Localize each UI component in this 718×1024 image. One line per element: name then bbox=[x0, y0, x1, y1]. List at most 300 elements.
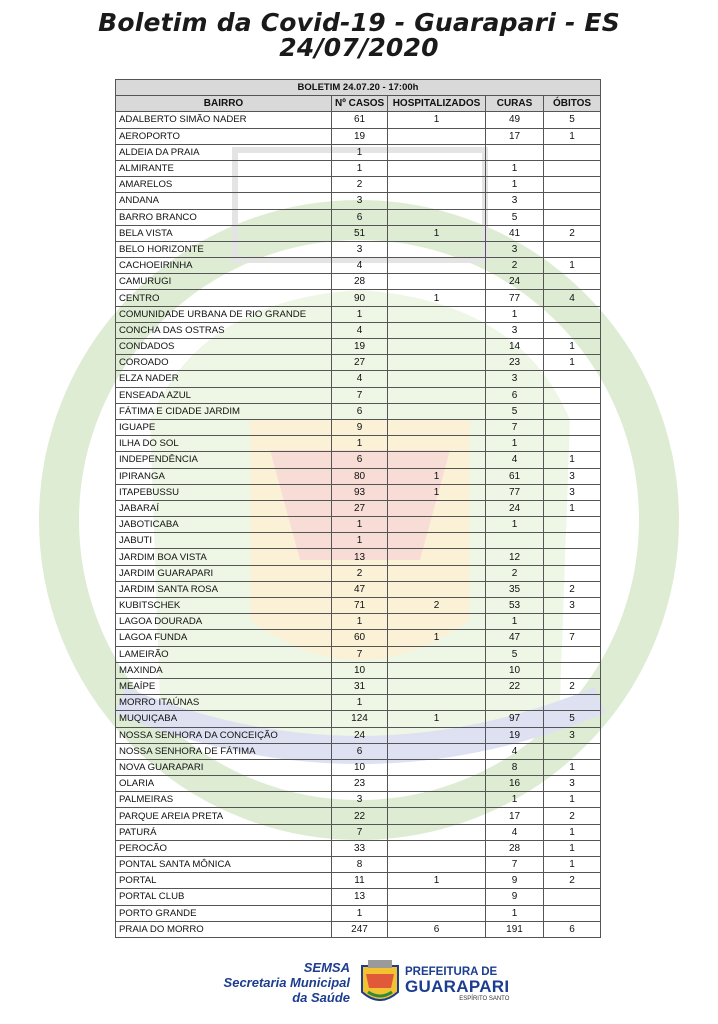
value-cell: 3 bbox=[486, 322, 544, 338]
bairro-cell: LAMEIRÃO bbox=[116, 646, 332, 662]
table-row bbox=[116, 484, 601, 500]
value-cell bbox=[544, 193, 601, 209]
column-header: Nº CASOS bbox=[332, 96, 388, 112]
bairro-cell: AMARELOS bbox=[116, 177, 332, 193]
value-cell: 2 bbox=[544, 808, 601, 824]
value-cell bbox=[388, 840, 486, 856]
value-cell bbox=[544, 144, 601, 160]
table-row bbox=[116, 274, 601, 290]
value-cell: 4 bbox=[486, 452, 544, 468]
prefeitura-line-1: PREFEITURA DE bbox=[405, 966, 498, 978]
value-cell: 4 bbox=[544, 290, 601, 306]
value-cell bbox=[544, 387, 601, 403]
value-cell: 61 bbox=[486, 468, 544, 484]
bairro-cell: PRAIA DO MORRO bbox=[116, 921, 332, 937]
page-title bbox=[0, 10, 718, 60]
table-row bbox=[116, 549, 601, 565]
value-cell: 93 bbox=[332, 484, 388, 500]
value-cell: 8 bbox=[486, 759, 544, 775]
value-cell bbox=[388, 371, 486, 387]
value-cell: 1 bbox=[332, 144, 388, 160]
bairro-cell: NOSSA SENHORA DA CONCEIÇÃO bbox=[116, 727, 332, 743]
value-cell bbox=[544, 905, 601, 921]
value-cell bbox=[388, 776, 486, 792]
value-cell: 2 bbox=[388, 598, 486, 614]
bairro-cell: BELO HORIZONTE bbox=[116, 241, 332, 257]
table-row bbox=[116, 160, 601, 176]
table-row bbox=[116, 177, 601, 193]
value-cell bbox=[544, 662, 601, 678]
value-cell: 4 bbox=[332, 258, 388, 274]
value-cell: 14 bbox=[486, 339, 544, 355]
semsa-logo bbox=[190, 960, 350, 1005]
value-cell: 23 bbox=[486, 355, 544, 371]
value-cell bbox=[544, 403, 601, 419]
value-cell bbox=[388, 403, 486, 419]
guarapari-crest-icon bbox=[358, 958, 402, 1010]
value-cell bbox=[388, 339, 486, 355]
value-cell bbox=[544, 743, 601, 759]
footer-logos bbox=[0, 958, 718, 1018]
value-cell: 4 bbox=[486, 824, 544, 840]
value-cell: 24 bbox=[486, 274, 544, 290]
value-cell: 1 bbox=[332, 160, 388, 176]
bairro-cell: NOSSA SENHORA DE FÁTIMA bbox=[116, 743, 332, 759]
value-cell: 47 bbox=[332, 581, 388, 597]
value-cell: 35 bbox=[486, 581, 544, 597]
bairro-cell: MORRO ITAÚNAS bbox=[116, 695, 332, 711]
value-cell bbox=[388, 857, 486, 873]
value-cell: 41 bbox=[486, 225, 544, 241]
value-cell: 3 bbox=[486, 193, 544, 209]
value-cell: 7 bbox=[486, 857, 544, 873]
value-cell bbox=[388, 517, 486, 533]
value-cell: 1 bbox=[544, 824, 601, 840]
value-cell: 1 bbox=[544, 128, 601, 144]
table-row bbox=[116, 419, 601, 435]
table-row bbox=[116, 290, 601, 306]
table-row bbox=[116, 209, 601, 225]
value-cell: 1 bbox=[388, 711, 486, 727]
value-cell: 4 bbox=[332, 371, 388, 387]
value-cell: 22 bbox=[486, 678, 544, 694]
value-cell: 17 bbox=[486, 128, 544, 144]
value-cell: 77 bbox=[486, 484, 544, 500]
value-cell: 3 bbox=[544, 727, 601, 743]
value-cell: 9 bbox=[332, 419, 388, 435]
value-cell bbox=[544, 274, 601, 290]
bairro-cell: CONCHA DAS OSTRAS bbox=[116, 322, 332, 338]
value-cell: 6 bbox=[486, 387, 544, 403]
table-row bbox=[116, 144, 601, 160]
value-cell bbox=[388, 419, 486, 435]
value-cell bbox=[388, 678, 486, 694]
secretaria-line-1: Secretaria Municipal bbox=[223, 975, 350, 990]
value-cell: 1 bbox=[332, 517, 388, 533]
value-cell: 6 bbox=[332, 209, 388, 225]
bairro-cell: NOVA GUARAPARI bbox=[116, 759, 332, 775]
value-cell bbox=[388, 533, 486, 549]
table-row bbox=[116, 776, 601, 792]
value-cell bbox=[388, 727, 486, 743]
table-row bbox=[116, 759, 601, 775]
value-cell: 22 bbox=[332, 808, 388, 824]
bairro-cell: LAGOA DOURADA bbox=[116, 614, 332, 630]
bairro-cell: CACHOEIRINHA bbox=[116, 258, 332, 274]
value-cell bbox=[486, 533, 544, 549]
value-cell: 7 bbox=[332, 824, 388, 840]
value-cell: 247 bbox=[332, 921, 388, 937]
value-cell: 1 bbox=[544, 840, 601, 856]
table-row bbox=[116, 565, 601, 581]
value-cell bbox=[388, 824, 486, 840]
value-cell bbox=[388, 614, 486, 630]
bairro-cell: JARDIM GUARAPARI bbox=[116, 565, 332, 581]
bairro-cell: OLARIA bbox=[116, 776, 332, 792]
value-cell: 3 bbox=[332, 193, 388, 209]
value-cell: 3 bbox=[486, 241, 544, 257]
bairro-cell: ALMIRANTE bbox=[116, 160, 332, 176]
value-cell: 10 bbox=[332, 759, 388, 775]
semsa-label: SEMSA bbox=[303, 960, 350, 975]
bairro-cell: PORTAL CLUB bbox=[116, 889, 332, 905]
value-cell: 27 bbox=[332, 355, 388, 371]
table-header-row bbox=[116, 96, 601, 112]
value-cell: 90 bbox=[332, 290, 388, 306]
table-row bbox=[116, 112, 601, 128]
value-cell: 3 bbox=[544, 776, 601, 792]
value-cell bbox=[486, 695, 544, 711]
bairro-cell: PORTO GRANDE bbox=[116, 905, 332, 921]
bairro-cell: ANDANA bbox=[116, 193, 332, 209]
value-cell: 1 bbox=[332, 695, 388, 711]
value-cell: 7 bbox=[332, 387, 388, 403]
bairro-cell: LAGOA FUNDA bbox=[116, 630, 332, 646]
value-cell: 61 bbox=[332, 112, 388, 128]
value-cell: 1 bbox=[544, 857, 601, 873]
table-row bbox=[116, 517, 601, 533]
value-cell: 1 bbox=[486, 614, 544, 630]
table-row bbox=[116, 403, 601, 419]
table-row bbox=[116, 614, 601, 630]
value-cell: 1 bbox=[332, 905, 388, 921]
value-cell: 1 bbox=[332, 306, 388, 322]
column-header: HOSPITALIZADOS bbox=[388, 96, 486, 112]
value-cell: 6 bbox=[332, 403, 388, 419]
value-cell: 16 bbox=[486, 776, 544, 792]
bairro-cell: ENSEADA AZUL bbox=[116, 387, 332, 403]
value-cell bbox=[388, 662, 486, 678]
bairro-cell: JABARAÍ bbox=[116, 500, 332, 516]
bairro-cell: MUQUIÇABA bbox=[116, 711, 332, 727]
table-row bbox=[116, 533, 601, 549]
value-cell bbox=[388, 889, 486, 905]
bairro-cell: COROADO bbox=[116, 355, 332, 371]
value-cell bbox=[544, 371, 601, 387]
table-row bbox=[116, 743, 601, 759]
value-cell: 1 bbox=[544, 452, 601, 468]
table-row bbox=[116, 889, 601, 905]
value-cell bbox=[544, 306, 601, 322]
table-row bbox=[116, 598, 601, 614]
table-row bbox=[116, 355, 601, 371]
value-cell: 1 bbox=[544, 258, 601, 274]
value-cell: 6 bbox=[388, 921, 486, 937]
value-cell: 49 bbox=[486, 112, 544, 128]
value-cell: 10 bbox=[486, 662, 544, 678]
value-cell: 2 bbox=[332, 565, 388, 581]
value-cell: 2 bbox=[544, 873, 601, 889]
value-cell: 8 bbox=[332, 857, 388, 873]
bairro-cell: BARRO BRANCO bbox=[116, 209, 332, 225]
value-cell: 1 bbox=[544, 500, 601, 516]
value-cell: 13 bbox=[332, 889, 388, 905]
table-caption: BOLETIM 24.07.20 - 17:00h bbox=[116, 80, 601, 96]
value-cell: 191 bbox=[486, 921, 544, 937]
value-cell bbox=[544, 889, 601, 905]
value-cell bbox=[388, 160, 486, 176]
value-cell bbox=[388, 500, 486, 516]
table-row bbox=[116, 824, 601, 840]
value-cell bbox=[544, 419, 601, 435]
value-cell: 6 bbox=[332, 743, 388, 759]
bairro-cell: PATURÁ bbox=[116, 824, 332, 840]
bairro-cell: PEROCÃO bbox=[116, 840, 332, 856]
value-cell: 1 bbox=[388, 112, 486, 128]
value-cell: 24 bbox=[486, 500, 544, 516]
bairro-cell: PALMEIRAS bbox=[116, 792, 332, 808]
bairro-cell: CAMURUGI bbox=[116, 274, 332, 290]
value-cell: 1 bbox=[544, 355, 601, 371]
value-cell: 2 bbox=[486, 258, 544, 274]
value-cell: 1 bbox=[486, 905, 544, 921]
table-row bbox=[116, 436, 601, 452]
bairro-cell: ILHA DO SOL bbox=[116, 436, 332, 452]
value-cell: 12 bbox=[486, 549, 544, 565]
table-row bbox=[116, 128, 601, 144]
value-cell: 80 bbox=[332, 468, 388, 484]
table-row bbox=[116, 857, 601, 873]
value-cell bbox=[388, 274, 486, 290]
value-cell bbox=[544, 160, 601, 176]
bairro-cell: INDEPENDÊNCIA bbox=[116, 452, 332, 468]
value-cell: 31 bbox=[332, 678, 388, 694]
estado-label: ESPÍRITO SANTO bbox=[459, 996, 510, 1002]
value-cell: 3 bbox=[332, 241, 388, 257]
value-cell bbox=[388, 144, 486, 160]
table-row bbox=[116, 241, 601, 257]
value-cell: 6 bbox=[544, 921, 601, 937]
bairro-cell: JABUTI bbox=[116, 533, 332, 549]
value-cell bbox=[388, 905, 486, 921]
bairro-cell: BELA VISTA bbox=[116, 225, 332, 241]
table-body bbox=[116, 112, 601, 938]
value-cell: 3 bbox=[544, 468, 601, 484]
value-cell: 7 bbox=[544, 630, 601, 646]
value-cell bbox=[388, 387, 486, 403]
value-cell bbox=[544, 209, 601, 225]
value-cell bbox=[486, 144, 544, 160]
value-cell: 28 bbox=[486, 840, 544, 856]
bairro-cell: ELZA NADER bbox=[116, 371, 332, 387]
value-cell: 1 bbox=[332, 436, 388, 452]
bairro-cell: IPIRANGA bbox=[116, 468, 332, 484]
value-cell: 1 bbox=[544, 759, 601, 775]
table-row bbox=[116, 695, 601, 711]
value-cell bbox=[388, 128, 486, 144]
value-cell: 1 bbox=[332, 533, 388, 549]
bairro-cell: JARDIM SANTA ROSA bbox=[116, 581, 332, 597]
value-cell: 33 bbox=[332, 840, 388, 856]
bairro-cell: ALDEIA DA PRAIA bbox=[116, 144, 332, 160]
value-cell bbox=[544, 322, 601, 338]
value-cell: 47 bbox=[486, 630, 544, 646]
table-row bbox=[116, 792, 601, 808]
bairro-cell: ADALBERTO SIMÃO NADER bbox=[116, 112, 332, 128]
value-cell: 124 bbox=[332, 711, 388, 727]
value-cell bbox=[544, 241, 601, 257]
value-cell bbox=[388, 209, 486, 225]
table-row bbox=[116, 646, 601, 662]
column-header: CURAS bbox=[486, 96, 544, 112]
table-row bbox=[116, 468, 601, 484]
table-row bbox=[116, 711, 601, 727]
table-row bbox=[116, 371, 601, 387]
covid-bulletin-table bbox=[115, 79, 601, 938]
column-header: BAIRRO bbox=[116, 96, 332, 112]
value-cell: 1 bbox=[544, 792, 601, 808]
value-cell bbox=[388, 193, 486, 209]
value-cell bbox=[388, 646, 486, 662]
value-cell bbox=[388, 759, 486, 775]
value-cell: 1 bbox=[486, 177, 544, 193]
table-row bbox=[116, 193, 601, 209]
value-cell: 7 bbox=[332, 646, 388, 662]
bairro-cell: CONDADOS bbox=[116, 339, 332, 355]
value-cell: 5 bbox=[486, 646, 544, 662]
value-cell bbox=[388, 808, 486, 824]
value-cell: 2 bbox=[486, 565, 544, 581]
value-cell: 2 bbox=[332, 177, 388, 193]
table-row bbox=[116, 921, 601, 937]
bairro-cell: MEAÍPE bbox=[116, 678, 332, 694]
value-cell bbox=[544, 565, 601, 581]
value-cell bbox=[544, 533, 601, 549]
title-line-1: Boletim da Covid-19 - Guarapari - ES bbox=[98, 8, 620, 37]
value-cell bbox=[388, 177, 486, 193]
value-cell: 3 bbox=[486, 371, 544, 387]
value-cell: 60 bbox=[332, 630, 388, 646]
title-date: 24/07/2020 bbox=[279, 33, 439, 62]
value-cell: 77 bbox=[486, 290, 544, 306]
value-cell bbox=[544, 177, 601, 193]
value-cell bbox=[388, 792, 486, 808]
value-cell: 1 bbox=[332, 614, 388, 630]
table-row bbox=[116, 662, 601, 678]
value-cell bbox=[388, 565, 486, 581]
value-cell: 2 bbox=[544, 678, 601, 694]
bairro-cell: AEROPORTO bbox=[116, 128, 332, 144]
value-cell: 23 bbox=[332, 776, 388, 792]
bairro-cell: PORTAL bbox=[116, 873, 332, 889]
value-cell: 27 bbox=[332, 500, 388, 516]
column-header: ÓBITOS bbox=[544, 96, 601, 112]
bairro-cell: PONTAL SANTA MÔNICA bbox=[116, 857, 332, 873]
secretaria-line-2: da Saúde bbox=[292, 990, 350, 1005]
value-cell: 10 bbox=[332, 662, 388, 678]
value-cell bbox=[388, 452, 486, 468]
value-cell bbox=[388, 581, 486, 597]
value-cell bbox=[544, 646, 601, 662]
value-cell bbox=[388, 258, 486, 274]
value-cell bbox=[544, 549, 601, 565]
table-row bbox=[116, 905, 601, 921]
table-row bbox=[116, 727, 601, 743]
value-cell: 19 bbox=[486, 727, 544, 743]
value-cell bbox=[544, 436, 601, 452]
table-row bbox=[116, 873, 601, 889]
value-cell: 2 bbox=[544, 581, 601, 597]
value-cell: 53 bbox=[486, 598, 544, 614]
table-row bbox=[116, 840, 601, 856]
bairro-cell: FÁTIMA E CIDADE JARDIM bbox=[116, 403, 332, 419]
value-cell bbox=[544, 614, 601, 630]
table-row bbox=[116, 581, 601, 597]
value-cell: 1 bbox=[486, 160, 544, 176]
bairro-cell: KUBITSCHEK bbox=[116, 598, 332, 614]
table-row bbox=[116, 452, 601, 468]
value-cell bbox=[388, 306, 486, 322]
table-row bbox=[116, 306, 601, 322]
table-row bbox=[116, 678, 601, 694]
value-cell: 5 bbox=[486, 209, 544, 225]
table-row bbox=[116, 630, 601, 646]
bairro-cell: COMUNIDADE URBANA DE RIO GRANDE bbox=[116, 306, 332, 322]
value-cell: 1 bbox=[388, 290, 486, 306]
value-cell bbox=[388, 241, 486, 257]
bairro-cell: JABOTICABA bbox=[116, 517, 332, 533]
value-cell: 6 bbox=[332, 452, 388, 468]
value-cell: 5 bbox=[544, 112, 601, 128]
value-cell: 5 bbox=[544, 711, 601, 727]
table-row bbox=[116, 808, 601, 824]
value-cell: 1 bbox=[388, 873, 486, 889]
value-cell: 7 bbox=[486, 419, 544, 435]
value-cell bbox=[388, 436, 486, 452]
value-cell: 3 bbox=[332, 792, 388, 808]
prefeitura-logo bbox=[405, 966, 509, 1003]
value-cell: 17 bbox=[486, 808, 544, 824]
value-cell bbox=[544, 695, 601, 711]
value-cell: 5 bbox=[486, 403, 544, 419]
bairro-cell: JARDIM BOA VISTA bbox=[116, 549, 332, 565]
bairro-cell: IGUAPE bbox=[116, 419, 332, 435]
value-cell: 19 bbox=[332, 339, 388, 355]
value-cell: 4 bbox=[486, 743, 544, 759]
value-cell: 9 bbox=[486, 873, 544, 889]
bairro-cell: ITAPEBUSSU bbox=[116, 484, 332, 500]
value-cell: 1 bbox=[486, 792, 544, 808]
value-cell: 1 bbox=[486, 436, 544, 452]
value-cell: 2 bbox=[544, 225, 601, 241]
value-cell: 1 bbox=[388, 225, 486, 241]
value-cell: 28 bbox=[332, 274, 388, 290]
table-row bbox=[116, 500, 601, 516]
table-row bbox=[116, 339, 601, 355]
value-cell: 19 bbox=[332, 128, 388, 144]
value-cell: 4 bbox=[332, 322, 388, 338]
value-cell: 1 bbox=[544, 339, 601, 355]
